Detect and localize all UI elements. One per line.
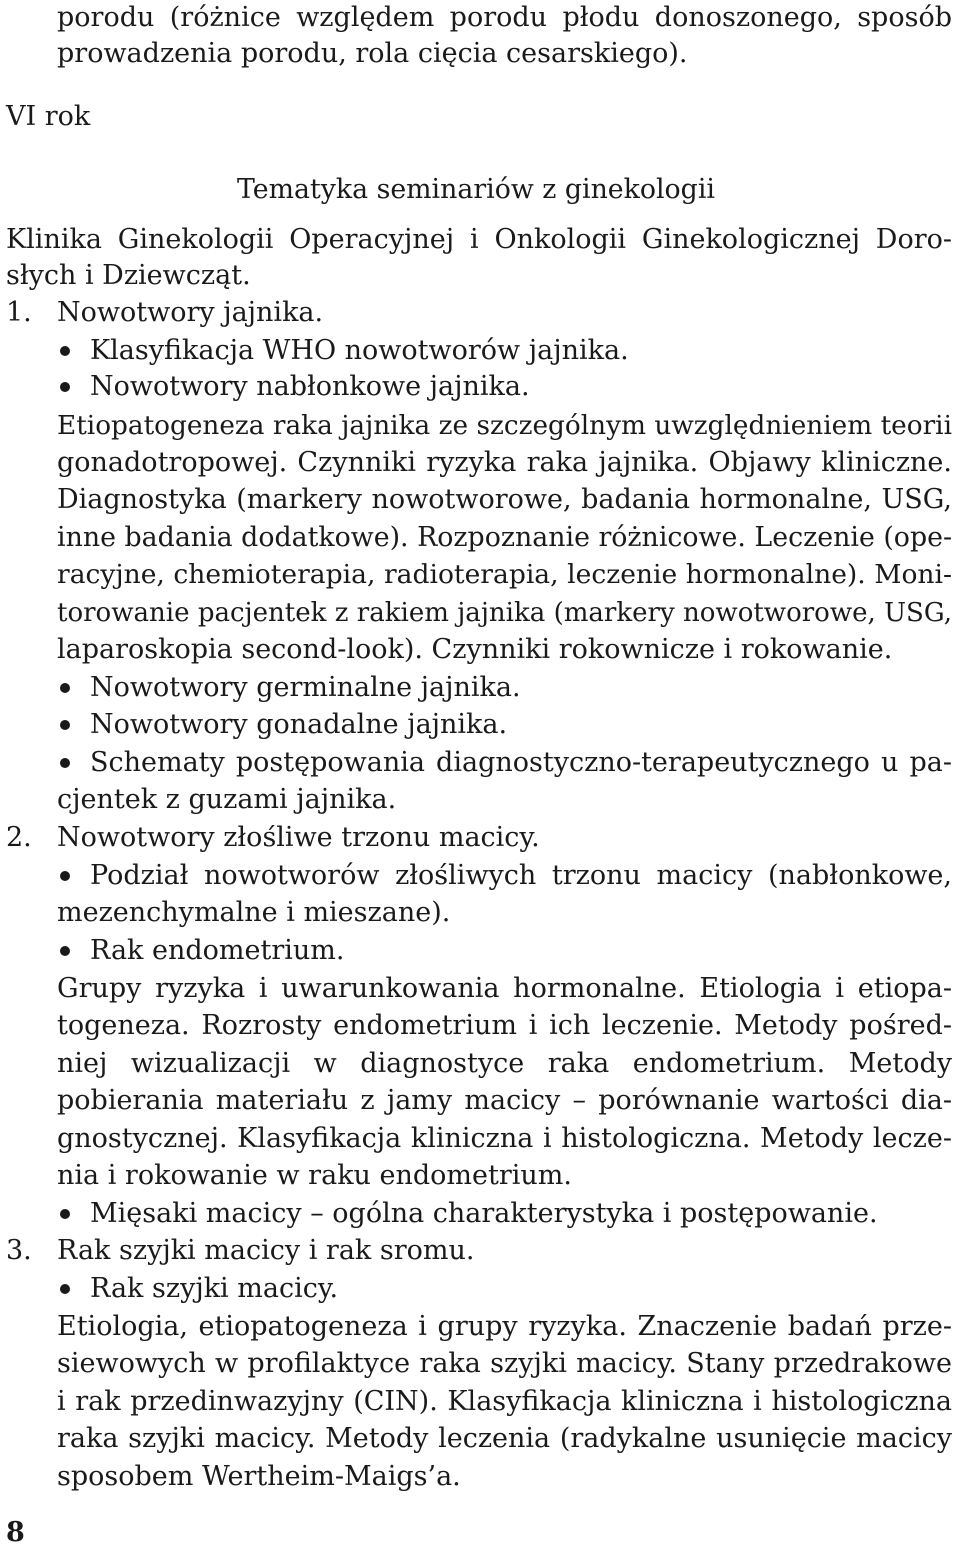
bullet-icon (60, 683, 70, 693)
bullet-item: Klasyfikacja WHO nowotworów jajnika. (90, 335, 629, 366)
bullet-item: Nowotwory germinalne jajnika. (90, 672, 521, 703)
paragraph-line: racyjne, chemioterapia, radioterapia, leczenie hormonalne). Moni- (57, 559, 952, 590)
bullet-icon (60, 758, 70, 768)
year-heading: VI rok (6, 101, 91, 132)
bullet-item-continuation: mezenchymalne i mieszane). (57, 897, 451, 928)
paragraph-line: torowanie pacjentek z rakiem jajnika (markery nowotworowe, USG, (57, 598, 952, 628)
paragraph-line: sposobem Wertheim-Maigs’a. (57, 1461, 461, 1492)
seminar-title: Tematyka seminariów z ginekologii (237, 174, 715, 205)
section-title: Rak szyjki macicy i rak sromu. (57, 1235, 475, 1266)
paragraph-line: Etiologia, etiopatogeneza i grupy ryzyka. Znaczenie badań prze- (57, 1311, 952, 1342)
section-number: 2. (6, 822, 32, 853)
section-title: Nowotwory jajnika. (57, 297, 324, 328)
bullet-item: Podział nowotworów złośliwych trzonu macicy (nabłonkowe, (90, 860, 952, 891)
bullet-item: Nowotwory nabłonkowe jajnika. (90, 371, 530, 402)
paragraph-line: gnostycznej. Klasyfikacja kliniczna i histologiczna. Metody lecze- (57, 1123, 952, 1154)
paragraph-line: raka szyjki macicy. Metody leczenia (radykalne usunięcie macicy (57, 1423, 952, 1454)
bullet-icon (60, 1284, 70, 1294)
paragraph-line: niej wizualizacji w diagnostyce raka endometrium. Metody (57, 1048, 952, 1079)
intro-line-2: prowadzenia porodu, rola cięcia cesarskiego). (57, 38, 688, 69)
bullet-icon (60, 346, 70, 356)
paragraph-line: Grupy ryzyka i uwarunkowania hormonalne. Etiologia i etiopa- (57, 973, 952, 1004)
paragraph-line: siewowych w profilaktyce raka szyjki macicy. Stany przedrakowe (57, 1348, 952, 1379)
page-number: 8 (6, 1517, 25, 1548)
paragraph-line: nia i rokowanie w raku endometrium. (57, 1160, 572, 1191)
paragraph-line: i rak przedinwazyjny (CIN). Klasyfikacja kliniczna i histologiczna (57, 1386, 952, 1417)
paragraph-line: laparoskopia second-look). Czynniki rokownicze i rokowanie. (57, 634, 893, 665)
paragraph-line: pobierania materiału z jamy macicy – porównanie wartości dia- (57, 1085, 952, 1116)
bullet-icon (60, 720, 70, 730)
section-number: 3. (6, 1235, 32, 1266)
clinic-line-1: Klinika Ginekologii Operacyjnej i Onkologii Ginekologicznej Doro- (6, 224, 952, 255)
bullet-item: Rak szyjki macicy. (90, 1273, 339, 1304)
section-title: Nowotwory złośliwe trzonu macicy. (57, 822, 540, 853)
paragraph-line: inne badania dodatkowe). Rozpoznanie różnicowe. Leczenie (ope- (57, 522, 953, 553)
paragraph-line: gonadotropowej. Czynniki ryzyka raka jajnika. Objawy kliniczne. (57, 447, 952, 478)
bullet-item: Rak endometrium. (90, 935, 345, 966)
paragraph-line: Etiopatogeneza raka jajnika ze szczególnym uwzględnieniem teorii (57, 411, 952, 441)
bullet-item: Schematy postępowania diagnostyczno-terapeutycznego u pa- (90, 747, 952, 778)
bullet-icon (60, 1209, 70, 1219)
bullet-item-continuation: cjentek z guzami jajnika. (57, 784, 397, 815)
bullet-icon (60, 946, 70, 956)
paragraph-line: togeneza. Rozrosty endometrium i ich leczenie. Metody pośred- (57, 1010, 952, 1041)
clinic-line-2: słych i Dziewcząt. (6, 260, 251, 291)
paragraph-line: Diagnostyka (markery nowotworowe, badania hormonalne, USG, (57, 484, 952, 515)
bullet-item: Nowotwory gonadalne jajnika. (90, 709, 508, 740)
bullet-icon (60, 871, 70, 881)
bullet-icon (60, 382, 70, 392)
section-number: 1. (6, 297, 32, 328)
intro-line-1: porodu (różnice względem porodu płodu donoszonego, sposób (57, 2, 952, 33)
bullet-item: Mięsaki macicy – ogólna charakterystyka i postępowanie. (90, 1198, 878, 1229)
